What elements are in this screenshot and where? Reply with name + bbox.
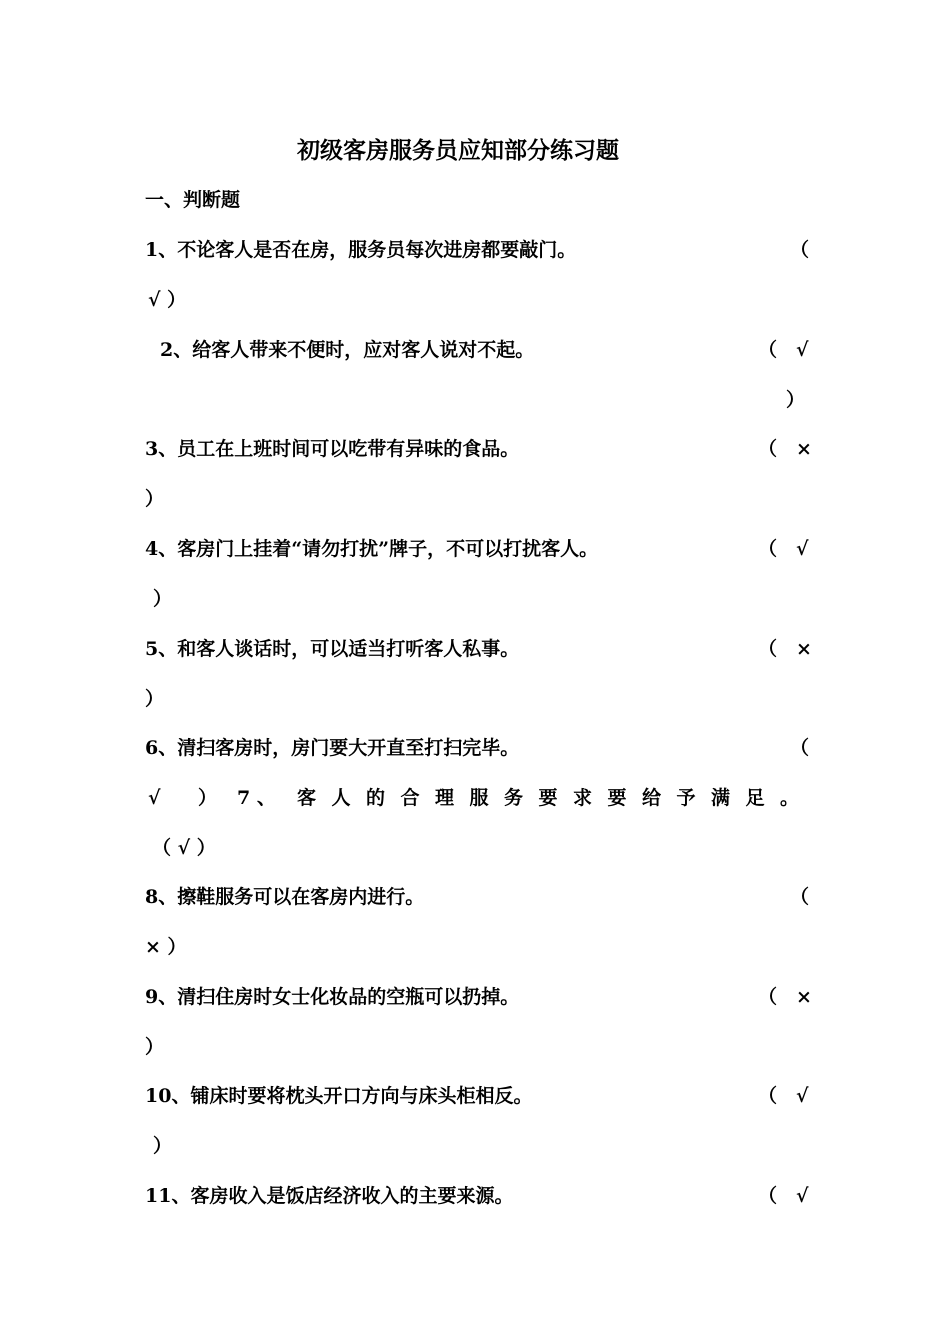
answer-mark-8: × ）: [145, 936, 187, 958]
answer-mark-1: √ ）: [148, 289, 187, 311]
question-8: 8、擦鞋服务可以在客房内进行。: [145, 886, 425, 908]
answer-bracket-5: ）: [145, 688, 165, 710]
question-5: 5、和客人谈话时，可以适当打听客人私事。: [145, 638, 520, 660]
answer-bracket-1: （: [790, 239, 810, 261]
answer-mark-9: （ ×: [758, 986, 812, 1008]
question-9: 9、清扫住房时女士化妆品的空瓶可以扔掉。: [145, 986, 520, 1008]
answer-bracket-3: ）: [145, 488, 165, 510]
answer-mark-3: （ ×: [758, 438, 812, 460]
answer-close-6: ）: [198, 787, 218, 809]
answer-bracket-10: ）: [153, 1135, 173, 1157]
answer-mark-7: （ √ ）: [152, 837, 216, 859]
page-title: 初级客房服务员应知部分练习题: [297, 137, 619, 164]
answer-mark-2: （ √: [758, 339, 809, 361]
question-11: 11、客房收入是饭店经济收入的主要来源。: [145, 1185, 514, 1207]
answer-bracket-2: ）: [786, 389, 806, 411]
question-4: 4、客房门上挂着“请勿打扰”牌子，不可以打扰客人。: [145, 538, 599, 560]
answer-mark-11: （ √: [758, 1185, 809, 1207]
answer-bracket-8: （: [790, 886, 810, 908]
answer-mark-4: （ √: [758, 538, 809, 560]
question-7-number: 7 、: [237, 787, 276, 809]
answer-bracket-9: ）: [145, 1036, 165, 1058]
question-2: 2、给客人带来不便时，应对客人说对不起。: [160, 339, 535, 361]
question-7-text: 客人的合理服务要求要给予满足。: [297, 787, 815, 809]
question-6: 6、清扫客房时，房门要大开直至打扫完毕。: [145, 737, 520, 759]
question-3: 3、员工在上班时间可以吃带有异味的食品。: [145, 438, 520, 460]
answer-bracket-6: （: [790, 737, 810, 759]
answer-mark-6: √: [148, 787, 161, 809]
answer-mark-5: （ ×: [758, 638, 812, 660]
answer-mark-10: （ √: [758, 1085, 809, 1107]
answer-bracket-4: ）: [153, 588, 173, 610]
question-10: 10、铺床时要将枕头开口方向与床头柜相反。: [145, 1085, 533, 1107]
section-heading: 一、判断题: [145, 189, 241, 211]
question-1: 1、不论客人是否在房，服务员每次进房都要敲门。: [145, 239, 577, 261]
